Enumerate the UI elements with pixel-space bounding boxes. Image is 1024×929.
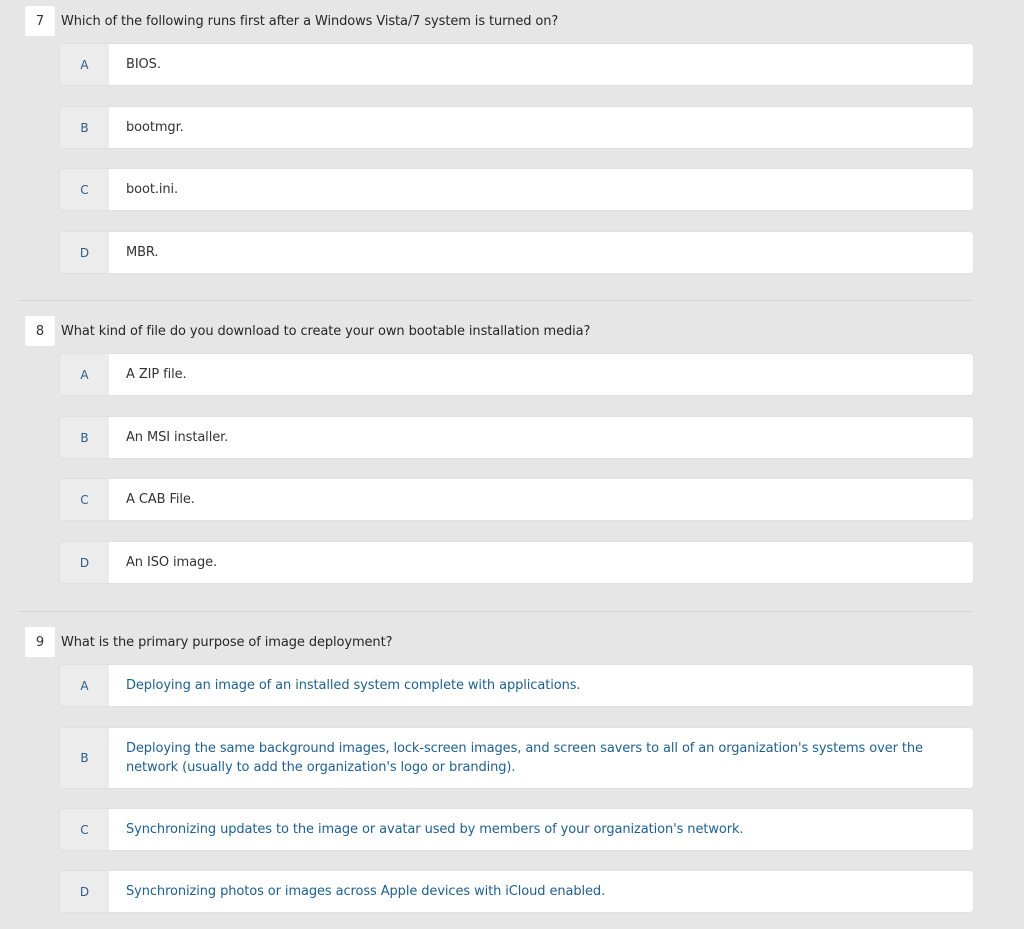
- question-text: What is the primary purpose of image deployment?: [61, 634, 393, 650]
- question-text: What kind of file do you download to create your own bootable installation media?: [61, 323, 591, 339]
- option-letter: B: [60, 728, 109, 788]
- option-text: bootmgr.: [126, 120, 184, 135]
- answer-option-c[interactable]: [60, 479, 973, 520]
- option-letter: A: [60, 44, 109, 85]
- option-letter: D: [60, 871, 109, 912]
- answer-option-c[interactable]: [60, 809, 973, 850]
- option-text: An ISO image.: [126, 555, 218, 570]
- question-divider: [19, 300, 972, 301]
- question-header: [25, 627, 392, 657]
- option-text: An MSI installer.: [126, 430, 229, 445]
- answer-option-d[interactable]: [60, 871, 973, 912]
- option-text: boot.ini.: [126, 182, 179, 197]
- option-letter: D: [60, 232, 109, 273]
- answer-option-c[interactable]: [60, 169, 973, 210]
- answer-option-a[interactable]: [60, 44, 973, 85]
- answer-option-a[interactable]: [60, 665, 973, 706]
- option-letter: A: [60, 354, 109, 395]
- option-letter: B: [60, 417, 109, 458]
- option-text: Synchronizing photos or images across Apple devices with iCloud enabled.: [126, 884, 606, 899]
- option-text: Deploying an image of an installed system complete with applications.: [126, 678, 581, 693]
- option-text: Deploying the same background images, lock-screen images, and screen savers to all of an organization's systems over the network (usually to add the organization's logo or branding).: [126, 741, 923, 775]
- option-letter: B: [60, 107, 109, 148]
- question-number: 8: [25, 316, 55, 346]
- question-divider: [19, 611, 972, 612]
- answer-option-d[interactable]: [60, 232, 973, 273]
- option-text: MBR.: [126, 245, 159, 260]
- option-text: A ZIP file.: [126, 367, 187, 382]
- question-header: [25, 6, 558, 36]
- answer-option-b[interactable]: [60, 107, 973, 148]
- answer-option-a[interactable]: [60, 354, 973, 395]
- question-number: 7: [25, 6, 55, 36]
- question-number: 9: [25, 627, 55, 657]
- option-letter: C: [60, 809, 109, 850]
- option-text: BIOS.: [126, 57, 161, 72]
- question-header: [25, 316, 590, 346]
- option-letter: D: [60, 542, 109, 583]
- answer-option-b[interactable]: [60, 417, 973, 458]
- option-text: Synchronizing updates to the image or avatar used by members of your organization's network.: [126, 822, 744, 837]
- option-letter: A: [60, 665, 109, 706]
- answer-option-d[interactable]: [60, 542, 973, 583]
- option-letter: C: [60, 479, 109, 520]
- option-letter: C: [60, 169, 109, 210]
- answer-option-b[interactable]: [60, 728, 973, 788]
- option-text: A CAB File.: [126, 492, 195, 507]
- question-text: Which of the following runs first after a Windows Vista/7 system is turned on?: [61, 13, 559, 29]
